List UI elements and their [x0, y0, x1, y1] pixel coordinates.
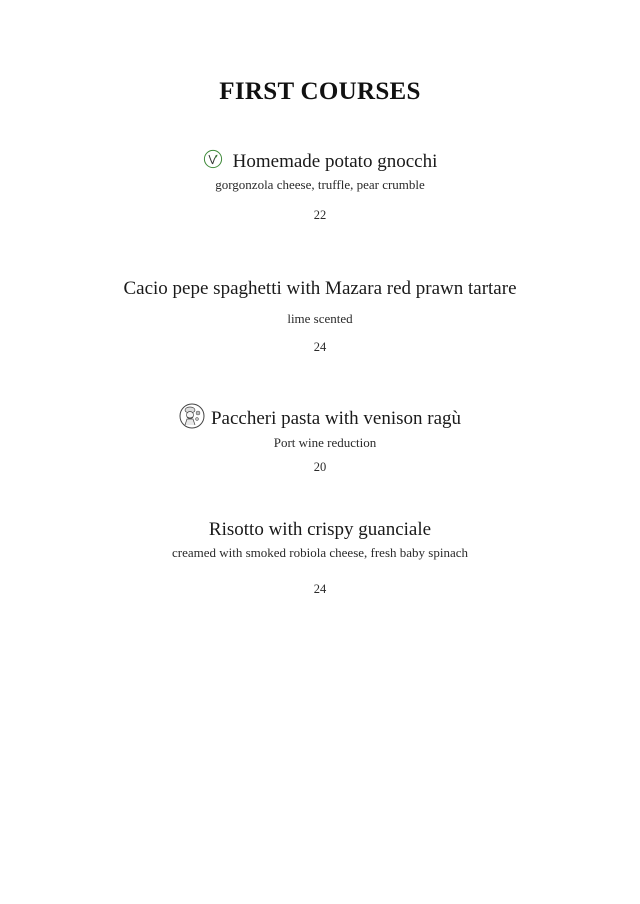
item-name: Cacio pepe spaghetti with Mazara red prawn tartare	[123, 278, 517, 299]
menu-item	[0, 518, 640, 597]
item-price: 24	[313, 340, 327, 354]
section-title: FIRST COURSES	[219, 78, 421, 105]
item-price: 22	[313, 208, 327, 222]
vegetarian-leaf-icon	[203, 149, 223, 174]
item-name: Paccheri pasta with venison ragù	[210, 407, 462, 429]
menu-item	[0, 403, 640, 475]
chef-signature-icon	[179, 403, 205, 434]
item-price: 20	[313, 460, 327, 474]
item-description: gorgonzola cheese, truffle, pear crumble	[215, 177, 425, 192]
item-description: lime scented	[287, 311, 353, 326]
menu-item	[0, 149, 640, 223]
item-price: 24	[313, 582, 327, 596]
item-description: creamed with smoked robiola cheese, fresh baby spinach	[171, 545, 468, 560]
item-name: Risotto with crispy guanciale	[208, 519, 432, 540]
menu-item	[0, 277, 640, 355]
item-name: Homemade potato gnocchi	[232, 150, 438, 172]
item-description: Port wine reduction	[273, 435, 377, 450]
